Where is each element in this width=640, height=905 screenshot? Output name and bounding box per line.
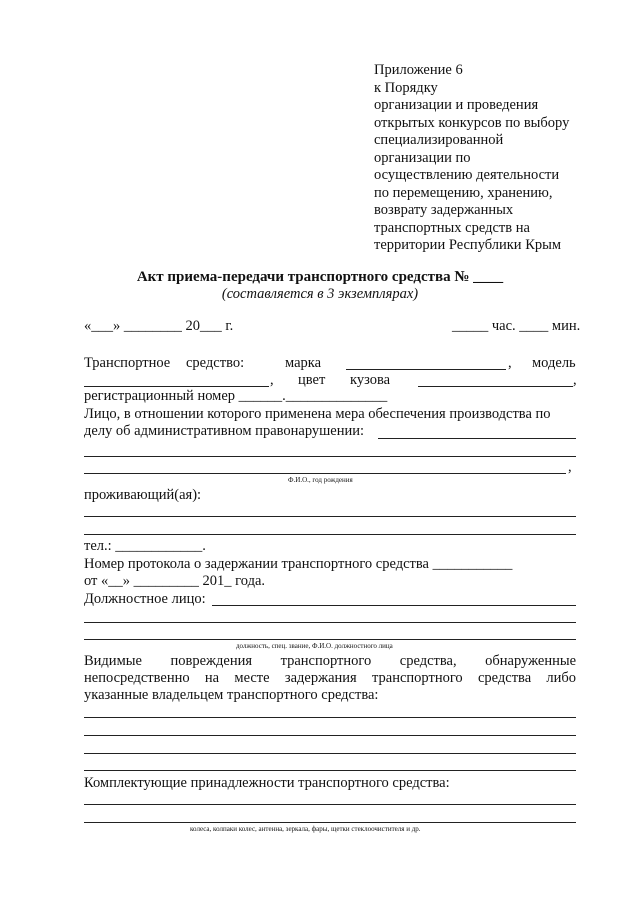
official-input-line[interactable] <box>84 622 576 623</box>
comma: , <box>568 459 572 475</box>
accessories-input-line[interactable] <box>84 822 576 823</box>
document-title: Акт приема-передачи транспортного средства № ____ <box>136 269 504 285</box>
phone-field[interactable]: тел.: ____________. <box>84 538 206 554</box>
date-field[interactable]: «___» ________ 20___ г. <box>84 318 234 334</box>
appendix-line: открытых конкурсов по выбору <box>374 114 570 131</box>
official-input-line[interactable] <box>84 639 576 640</box>
word: повреждения <box>170 653 253 669</box>
appendix-line: Приложение 6 <box>374 62 463 78</box>
appendix-block <box>374 62 569 255</box>
appendix-line: транспортных средств на <box>374 219 530 236</box>
word: либо <box>546 670 577 686</box>
vehicle-label: Транспортное <box>84 355 171 371</box>
damage-input-line[interactable] <box>84 735 576 736</box>
accessories-input-line[interactable] <box>84 804 576 805</box>
residing-label: проживающий(ая): <box>84 487 202 503</box>
fio-caption: Ф.И.О., год рождения <box>288 476 353 484</box>
damage-line-2 <box>84 670 576 687</box>
accessories-caption: колеса, колпаки колес, антенна, зеркала, фары, щетки стеклоочистителя и др. <box>190 825 421 833</box>
person-input-line[interactable] <box>84 473 566 474</box>
official-label: Должностное лицо: <box>84 591 206 607</box>
official-input-line[interactable] <box>212 605 576 606</box>
word: обнаруженные <box>485 653 577 669</box>
damage-line-1 <box>84 653 576 670</box>
address-input-line[interactable] <box>84 534 576 535</box>
word: месте <box>234 670 270 686</box>
person-line-2: делу об административном правонарушении: <box>84 423 365 439</box>
vehicle-label-2: средство: <box>186 355 245 371</box>
protocol-date-field[interactable]: от «__» _________ 201_ года. <box>84 573 266 589</box>
appendix-line: осуществлению деятельности <box>374 167 560 183</box>
word: средства, <box>399 653 457 669</box>
word: непосредственно <box>84 670 190 686</box>
protocol-number-field[interactable]: Номер протокола о задержании транспортного средства ___________ <box>84 556 513 572</box>
appendix-line: возврату задержанных <box>374 202 514 218</box>
accessories-label: Комплектующие принадлежности транспортного средства: <box>84 775 450 791</box>
official-caption: должность, спец. звание, Ф.И.О. должностного лица <box>236 642 393 650</box>
comma: , <box>508 355 512 371</box>
damage-line-3: указанные владельцем транспортного средства: <box>84 687 379 703</box>
word: задержания <box>284 670 357 686</box>
brand-input-line[interactable] <box>346 369 506 370</box>
model-label: модель <box>532 355 576 371</box>
person-input-line[interactable] <box>378 438 576 439</box>
appendix-line: специализированной <box>374 132 504 148</box>
model-input-line[interactable] <box>84 386 269 387</box>
word: Видимые <box>84 653 142 669</box>
appendix-line: организации и проведения <box>374 97 539 113</box>
word: на <box>204 670 220 686</box>
address-input-line[interactable] <box>84 516 576 517</box>
registration-number-field[interactable]: регистрационный номер ______.______________ <box>84 388 388 404</box>
damage-input-line[interactable] <box>84 770 576 771</box>
appendix-line: организации по <box>374 149 471 166</box>
damage-input-line[interactable] <box>84 717 576 718</box>
word: транспортного <box>280 653 372 669</box>
time-field[interactable]: _____ час. ____ мин. <box>452 318 581 334</box>
comma: , <box>270 372 274 388</box>
damage-input-line[interactable] <box>84 753 576 754</box>
brand-label: марка <box>285 355 322 371</box>
appendix-line: по перемещению, хранению, <box>374 184 553 201</box>
comma: , <box>573 372 577 388</box>
document-subtitle: (составляется в 3 экземплярах) <box>221 286 419 302</box>
appendix-line: к Порядку <box>374 79 438 96</box>
color-label: цвет <box>298 372 326 388</box>
word: транспортного <box>372 670 463 686</box>
body-label: кузова <box>350 372 391 388</box>
color-input-line[interactable] <box>418 386 573 387</box>
appendix-line: территории Республики Крым <box>374 237 562 253</box>
person-input-line[interactable] <box>84 456 576 457</box>
person-line-1: Лицо, в отношении которого применена мера обеспечения производства по <box>84 406 551 422</box>
word: средства <box>477 670 532 686</box>
